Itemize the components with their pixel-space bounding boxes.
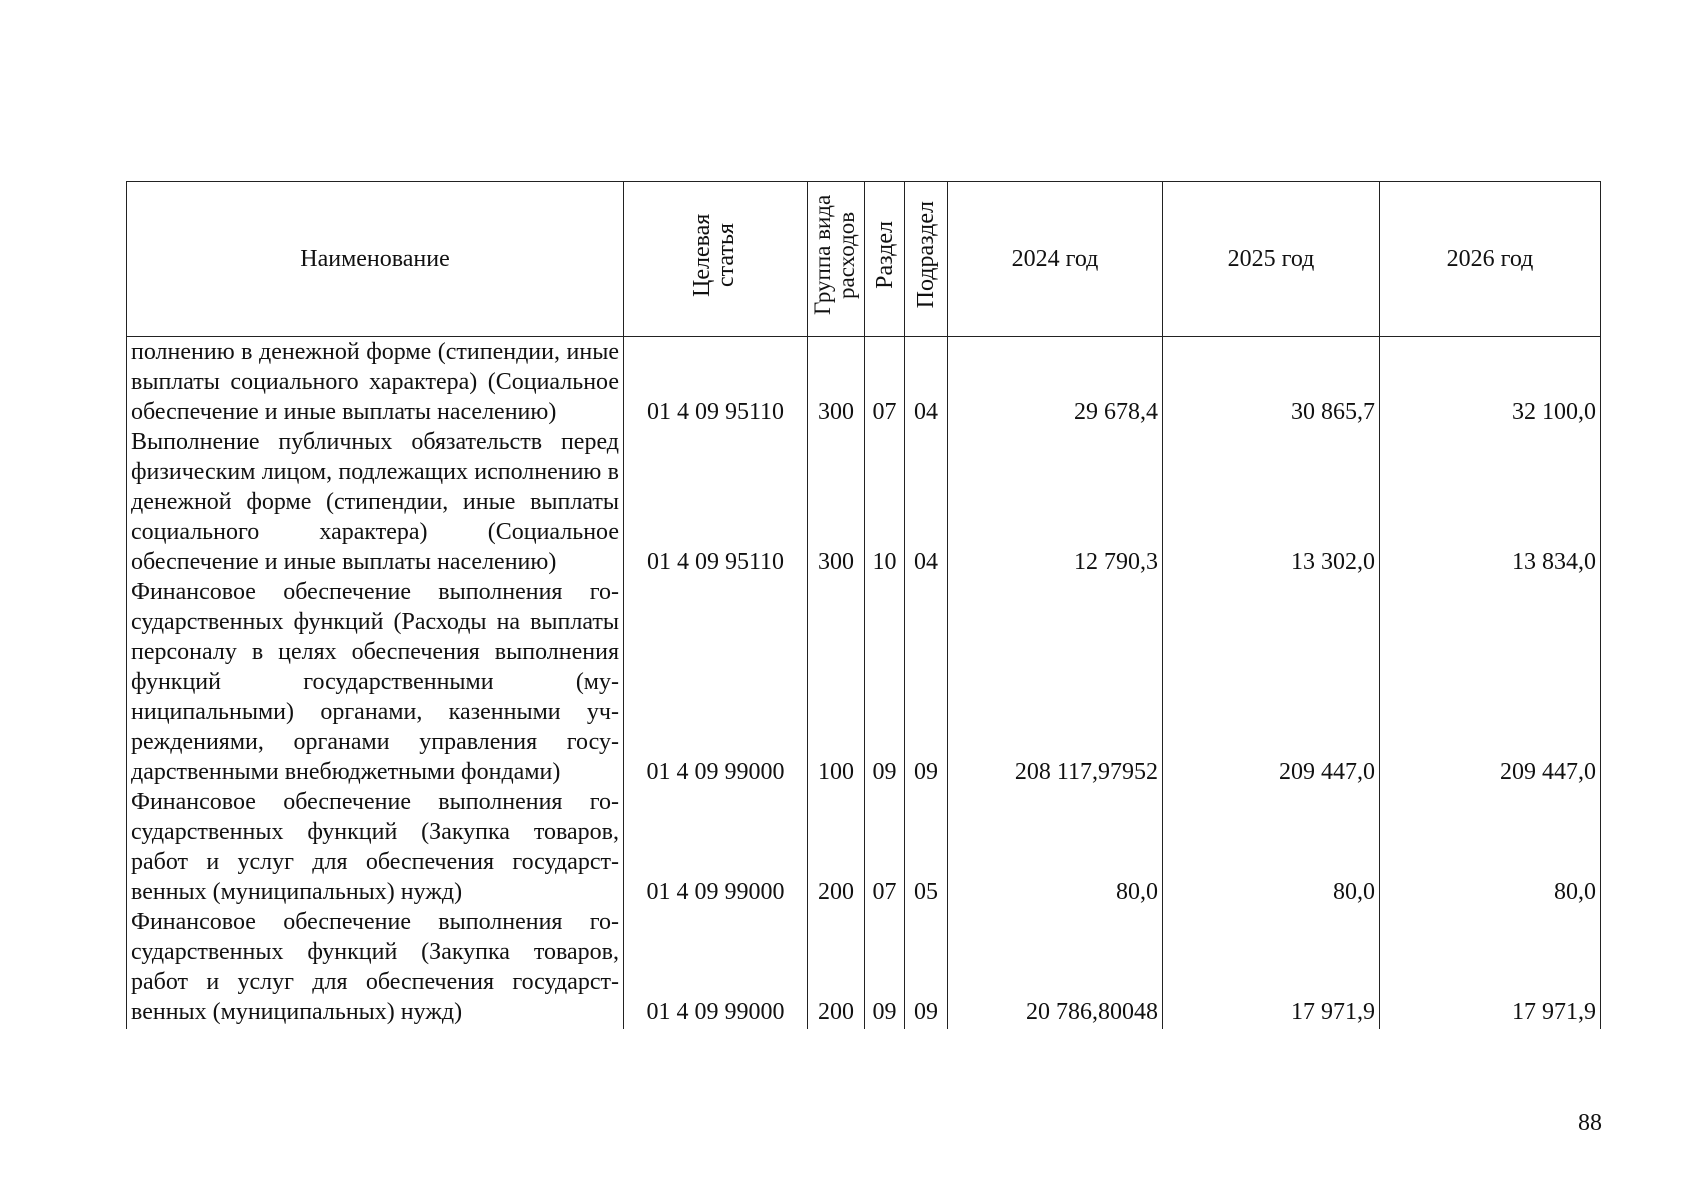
table-row [127, 577, 1601, 787]
row-target-article: 01 4 09 95110 [624, 427, 808, 577]
row-target-article: 01 4 09 95110 [624, 337, 808, 428]
row-value-2026: 17 971,9 [1380, 907, 1601, 1029]
row-expense-group: 300 [808, 337, 865, 428]
header-code-label: Целевая статья [688, 213, 739, 297]
row-section: 09 [865, 907, 905, 1029]
header-group-label: Группа вида расходов [810, 194, 859, 316]
row-name: Выполнение публичных обязательств перед физическим лицом, подлежащих исполнению в денежной форме (стипендии, иные выплаты социального характера) (Социальное обеспечение и иные выплаты населению) [127, 427, 624, 577]
header-year-2026: 2026 год [1380, 182, 1601, 337]
table-body [127, 337, 1601, 1030]
header-code [624, 182, 808, 337]
budget-table [126, 181, 1601, 1029]
row-subsection: 09 [905, 577, 948, 787]
header-group [808, 182, 865, 337]
row-name: Финансовое обеспечение выполнения государственных функций (Расходы на выплаты персоналу в целях обеспечения выполнения функций государственными (муниципальными) органами, казенными учреждениями, органами управления государственными внебюджетными фондами) [127, 577, 624, 787]
row-value-2024: 29 678,4 [948, 337, 1163, 428]
budget-table-wrapper [126, 181, 1600, 1029]
row-value-2025: 209 447,0 [1163, 577, 1380, 787]
header-row [127, 182, 1601, 337]
header-subsection-label: Подраздел [913, 201, 939, 309]
row-value-2025: 30 865,7 [1163, 337, 1380, 428]
row-name: Финансовое обеспечение выполнения государственных функций (Закупка товаров, работ и услуг для обеспечения государственных (муниципальных) нужд) [127, 787, 624, 907]
row-subsection: 04 [905, 337, 948, 428]
row-expense-group: 200 [808, 907, 865, 1029]
header-year-2025: 2025 год [1163, 182, 1380, 337]
row-name: Финансовое обеспечение выполнения государственных функций (Закупка товаров, работ и услуг для обеспечения государственных (муниципальных) нужд) [127, 907, 624, 1029]
row-name: полнению в денежной форме (стипендии, иные выплаты социального характера) (Социальное обеспечение и иные выплаты населению) [127, 337, 624, 428]
page-number: 88 [1578, 1110, 1602, 1136]
table-row [127, 907, 1601, 1029]
row-value-2025: 17 971,9 [1163, 907, 1380, 1029]
row-target-article: 01 4 09 99000 [624, 907, 808, 1029]
header-name: Наименование [127, 182, 624, 337]
header-year-2024: 2024 год [948, 182, 1163, 337]
row-subsection: 04 [905, 427, 948, 577]
row-expense-group: 100 [808, 577, 865, 787]
row-value-2026: 13 834,0 [1380, 427, 1601, 577]
table-row [127, 787, 1601, 907]
row-value-2026: 80,0 [1380, 787, 1601, 907]
row-value-2025: 80,0 [1163, 787, 1380, 907]
row-target-article: 01 4 09 99000 [624, 577, 808, 787]
header-section-label: Раздел [871, 221, 898, 289]
row-value-2024: 80,0 [948, 787, 1163, 907]
row-section: 09 [865, 577, 905, 787]
row-expense-group: 300 [808, 427, 865, 577]
header-subsection [905, 182, 948, 337]
row-value-2024: 12 790,3 [948, 427, 1163, 577]
row-target-article: 01 4 09 99000 [624, 787, 808, 907]
row-section: 10 [865, 427, 905, 577]
row-value-2026: 32 100,0 [1380, 337, 1601, 428]
header-section [865, 182, 905, 337]
row-section: 07 [865, 337, 905, 428]
row-value-2024: 208 117,97952 [948, 577, 1163, 787]
table-header [127, 182, 1601, 337]
table-row [127, 427, 1601, 577]
row-subsection: 09 [905, 907, 948, 1029]
row-subsection: 05 [905, 787, 948, 907]
row-value-2025: 13 302,0 [1163, 427, 1380, 577]
table-row [127, 337, 1601, 428]
row-value-2026: 209 447,0 [1380, 577, 1601, 787]
row-expense-group: 200 [808, 787, 865, 907]
row-value-2024: 20 786,80048 [948, 907, 1163, 1029]
row-section: 07 [865, 787, 905, 907]
